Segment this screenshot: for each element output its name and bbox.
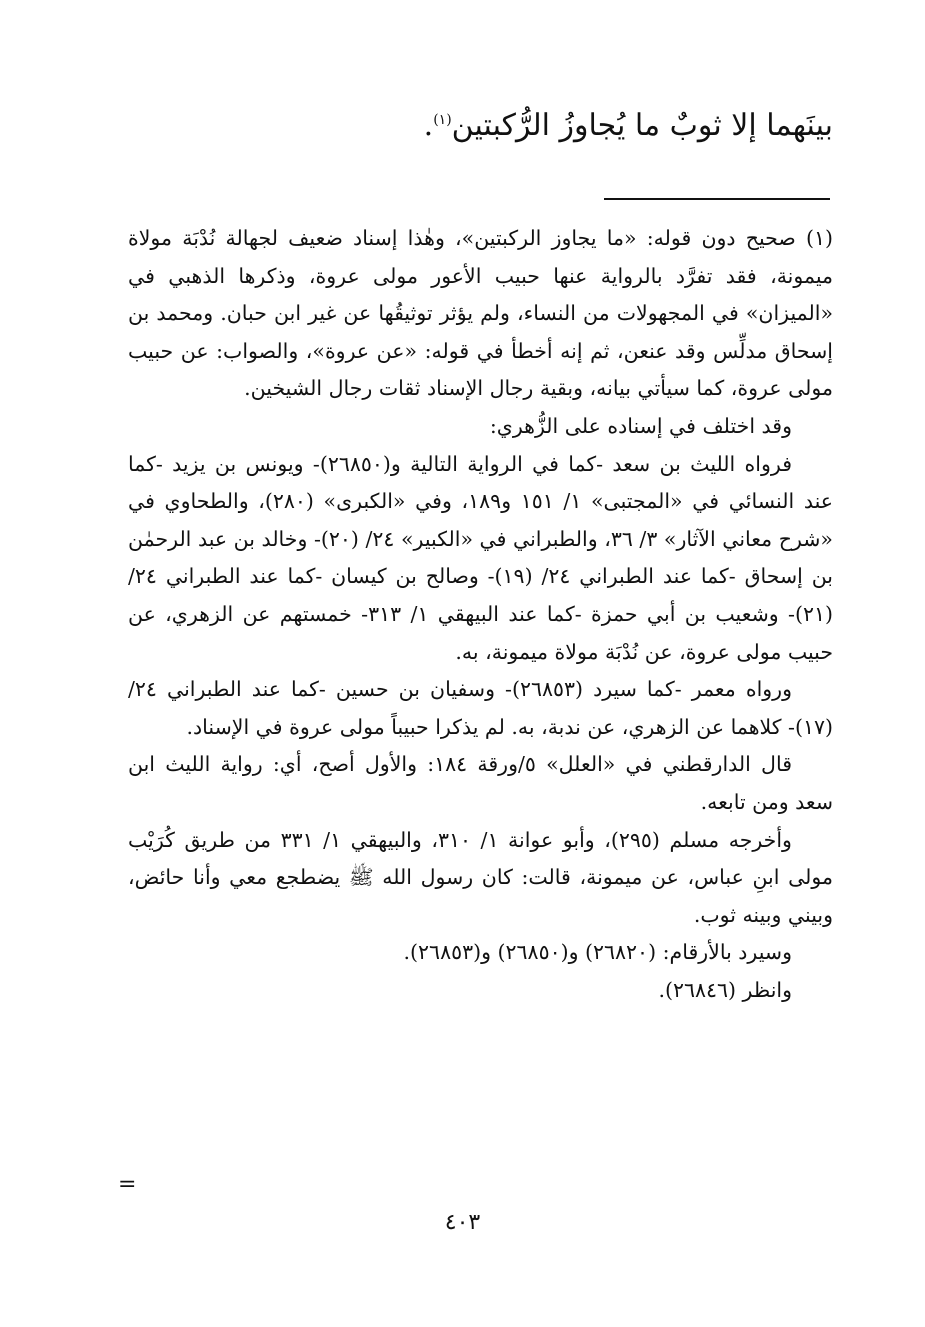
footnote-paragraph: فرواه الليث بن سعد -كما في الرواية التالية و(٢٦٨٥٠)- ويونس بن يزيد -كما عند النسائي في «المجتبى» ١/ ١٥١ و١٨٩، وفي «الكبرى» (٢٨٠)، والطحاوي في «شرح معاني الآثار» ٣/ ٣٦، والطبراني في «الكبير» ٢٤/ (٢٠)- وخالد بن عبد الرحمٰن بن إسحاق -كما عند الطبراني ٢٤/ (١٩)- وصالح بن كيسان -كما عند الطبراني ٢٤/ (٢١)- وشعيب بن أبي حمزة -كما عند البيهقي ١/ ٣١٣- خمستهم عن الزهري، عن حبيب مولى عروة، عن نُدْبَة مولاة ميمونة، به.: [128, 451, 834, 664]
footnote-paragraph: (١) صحيح دون قوله: «ما يجاوز الركبتين»، وهٰذا إسناد ضعيف لجهالة نُدْبَة مولاة ميمونة، فقد تفرَّد بالرواية عنها حبيب الأعور مولى عروة، وذكرها الذهبي في «الميزان» في المجهولات من النساء، ولم يؤثر توثيقُها عن غير ابن حبان. ومحمد بن إسحاق مدلِّس وقد عنعن، ثم إنه أخطأ في قوله: «عن عروة»، والصواب: عن حبيب مولى عروة، كما سيأتي بيانه، وبقية رجال الإسناد ثقات رجال الشيخين.: [128, 226, 833, 401]
continuation-mark: =: [118, 1172, 137, 1197]
main-text: بينَهما إلا ثوبٌ ما يُجاوزُ الرُّكبتين: [451, 108, 833, 143]
footnotes: [128, 220, 833, 1009]
footnote-paragraph: وسيرد بالأرقام: (٢٦٨٢٠) و(٢٦٨٥٠) و(٢٦٨٥٣).: [403, 940, 792, 965]
footnote-separator: [604, 198, 830, 200]
main-text-end: .: [423, 108, 434, 143]
footnote-paragraph: وأخرجه مسلم (٢٩٥)، وأبو عوانة ١/ ٣١٠، والبيهقي ١/ ٣٣١ من طريق كُرَيْب مولى ابنِ عباس، عن ميمونة، قالت: كان رسول الله ﷺ يضطجع معي وأنا حائض، وبيني وبينه ثوب.: [128, 827, 833, 927]
footnote-paragraph: وقد اختلف في إسناده على الزُّهري:: [489, 413, 792, 438]
footnote-paragraph: ورواه معمر -كما سيرد (٢٦٨٥٣)- وسفيان بن حسين -كما عند الطبراني ٢٤/ (١٧)- كلاهما عن الزهري، عن ندبة، به. لم يذكرا حبيباً مولى عروة في الإسناد.: [128, 677, 833, 739]
footnote-paragraph: وانظر (٢٦٨٤٦).: [658, 977, 792, 1002]
footnote-marker: (١): [433, 112, 452, 128]
main-text-line: [113, 95, 833, 151]
page-number: ٤٠٣: [444, 1210, 481, 1235]
footnote-paragraph: قال الدارقطني في «العلل» ٥/ورقة ١٨٤: والأول أصح، أي: رواية الليث ابن سعد ومن تابعه.: [128, 752, 833, 814]
